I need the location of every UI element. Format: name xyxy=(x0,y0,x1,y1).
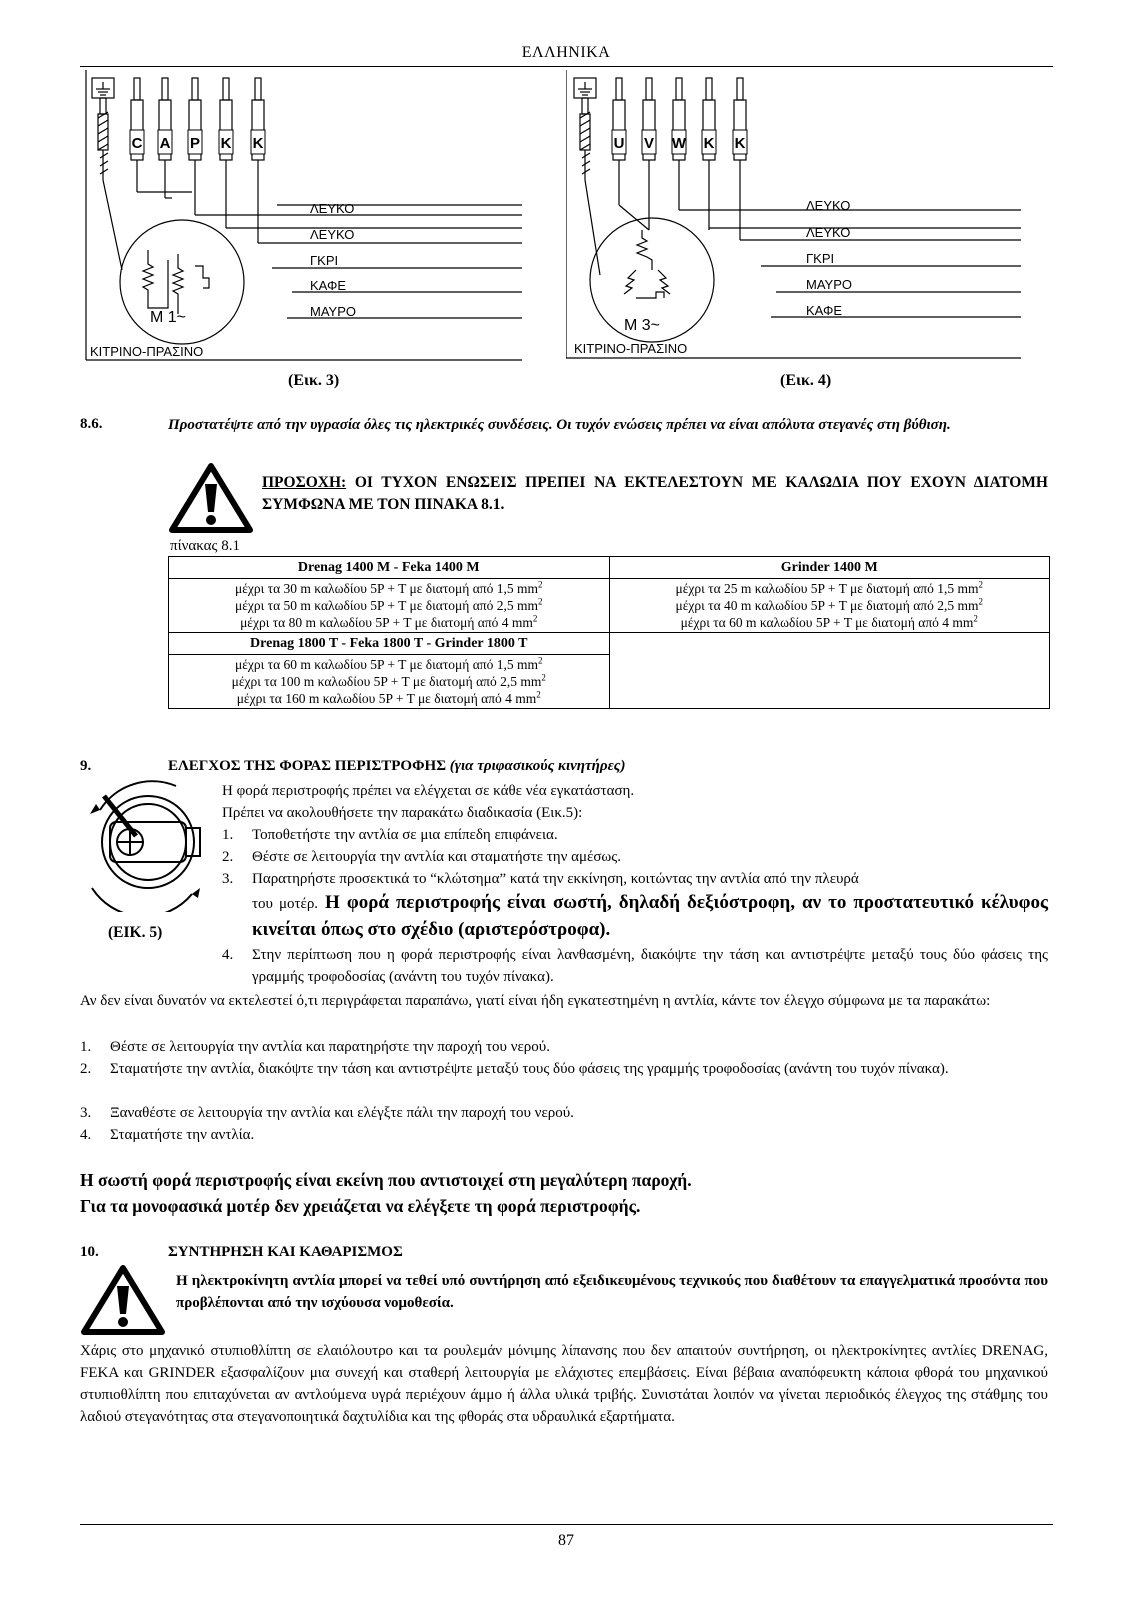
rotation-note: Η σωστή φορά περιστροφής είναι εκείνη που αντιστοιχεί στη μεγαλύτερη παροχή. xyxy=(80,1170,692,1190)
section-10-body: Χάρις στο μηχανικό στυπιοθλίπτη σε ελαιόλουτρο και τα ρουλεμάν μόνιμης λίπανσης που δεν απαιτούν συντήρηση, οι ηλεκτροκίνητες αντλίες DRENAG, FEKA και GRINDER εξασφαλίζουν μια συνεχή και σταθερή λειτουργία με ελάχιστες επεμβάσεις. Είναι βέβαια αναπόφευκτη κάποια φθορά του μηχανικού στυπιοθλίπτη που επιταχύνεται αν αντλούμενα υγρά περιέχουν άμμο ή άλλα υλικά τριβής. Συνιστάται λοιπόν να γίνεται περιοδικός έλεγχος της στάθμης του λαδιού στεγανότητας στα στεγανοποιητικά δαχτυλίδια και της φθοράς στα υδραυλικά εξαρτήματα. xyxy=(80,1343,1048,1425)
wire-label: ΜΑΥΡΟ xyxy=(310,304,356,319)
wire-label: ΓΚΡΙ xyxy=(806,251,835,266)
motor-label: M 3~ xyxy=(624,317,661,334)
rotation-note: Για τα μονοφασικά μοτέρ δεν χρειάζεται να ελέγξετε τη φορά περιστροφής. xyxy=(80,1196,641,1216)
terminal-label: K xyxy=(252,135,264,152)
table-header: Grinder 1400 M xyxy=(609,557,1050,579)
terminal-label: P xyxy=(189,135,201,152)
table-row: μέχρι τα 30 m καλωδίου 5P + T με διατομή από 1,5 $mm^2$ μέχρι τα 50 m καλωδίου 5P + T με διατομή από 2,5 $mm^2$ μέχρι τα 80 m καλωδίου 5P + T με διατομή από 4 $mm^2$ μέχρι τα 25 m καλωδίου 5P + T με διατομή από 1,5 $mm^2$ μέχρι τα 40 m καλωδίου 5P + T με διατομή από 2,5 $mm^2$ μέχρι τα 60 m καλωδίου 5P + T με διατομή από 4 $mm^2$ xyxy=(169,579,1050,633)
figure-4-wiring-diagram xyxy=(566,70,1026,365)
page-header: ΕΛΛΗΝΙΚΑ xyxy=(521,44,611,61)
page-number: 87 xyxy=(558,1532,574,1549)
section-number: 8.6. xyxy=(80,416,103,432)
wire-label: ΛΕΥΚΟ xyxy=(806,225,851,240)
list-item-continuation: του μοτέρ. Η φορά περιστροφής είναι σωστή, δηλαδή δεξιόστροφη, αν το προστατευτικό κέλυφος κινείται όπως στο σχέδιο (αριστερόστροφα). xyxy=(252,892,1048,940)
table-cell: μέχρι τα 50 m καλωδίου 5P + T με διατομή από 2,5 mm xyxy=(235,598,538,613)
warning-icon xyxy=(80,1264,166,1336)
terminal-label: K xyxy=(734,135,746,152)
intro-line: Η φορά περιστροφής πρέπει να ελέγχεται σε κάθε νέα εγκατάσταση. xyxy=(222,783,635,799)
section-9-title: ΕΛΕΓΧΟΣ ΤΗΣ ΦΟΡΑΣ ΠΕΡΙΣΤΡΟΦΗΣ (για τριφασικούς κινητήρες) xyxy=(168,758,626,774)
terminal-label: A xyxy=(159,135,171,152)
figure-3-caption: (Εικ. 3) xyxy=(288,372,340,389)
table-header: Drenag 1400 M - Feka 1400 M xyxy=(169,557,610,579)
terminal-label: U xyxy=(613,135,625,152)
warning-icon xyxy=(168,462,254,534)
table-cell: μέχρι τα 60 m καλωδίου 5P + T με διατομή από 1,5 mm xyxy=(235,657,538,672)
footer-rule xyxy=(80,1524,1053,1525)
table-cell: μέχρι τα 40 m καλωδίου 5P + T με διατομή από 2,5 mm xyxy=(675,598,979,613)
table-cell: μέχρι τα 60 m καλωδίου 5P + T με διατομή από 4 mm xyxy=(680,615,974,630)
terminal-label: C xyxy=(131,135,143,152)
section-10-title: ΣΥΝΤΗΡΗΣΗ ΚΑΙ ΚΑΘΑΡΙΣΜΟΣ xyxy=(168,1244,403,1260)
section-number: 10. xyxy=(80,1244,99,1260)
table-cell: μέχρι τα 80 m καλωδίου 5P + T με διατομή από 4 mm xyxy=(240,615,533,630)
figure-5-rotation-diagram xyxy=(80,776,216,912)
section-number: 9. xyxy=(80,758,92,774)
figure-5-caption: (ΕΙΚ. 5) xyxy=(108,924,163,941)
ground-wire-label: ΚΙΤΡΙΝΟ-ΠΡΑΣΙΝΟ xyxy=(574,341,688,356)
table-cell: μέχρι τα 25 m καλωδίου 5P + T με διατομή από 1,5 mm xyxy=(675,581,979,596)
table-cell: μέχρι τα 100 m καλωδίου 5P + T με διατομή από 2,5 mm xyxy=(231,674,542,689)
wire-label: ΛΕΥΚΟ xyxy=(310,201,355,216)
terminal-label: V xyxy=(643,135,655,152)
wire-label: ΓΚΡΙ xyxy=(310,253,339,268)
intro-line: Πρέπει να ακολουθήσετε την παρακάτω διαδικασία (Εικ.5): xyxy=(222,805,583,821)
section-8-6-text: Προστατέψτε από την υγρασία όλες τις ηλεκτρικές συνδέσεις. Οι τυχόν ενώσεις πρέπει να είναι απόλυτα στεγανές στη βύθιση. xyxy=(168,417,951,433)
header-rule xyxy=(80,66,1053,67)
section-10-warning: Η ηλεκτροκίνητη αντλία μπορεί να τεθεί υπό συντήρηση από εξειδικευμένους τεχνικούς που διαθέτουν τα επαγγελματικά προσόντα που προβλέπονται από την ισχύουσα νομοθεσία. xyxy=(176,1273,1048,1311)
alt-procedure-intro: Αν δεν είναι δυνατόν να εκτελεστεί ό,τι περιγράφεται παραπάνω, γιατί είναι ήδη εγκατεστημένη η αντλία, κάντε τον έλεγχο σύμφωνα με τα παρακάτω: xyxy=(80,993,991,1009)
list-item: 1. Τοποθετήστε την αντλία σε μια επίπεδη επιφάνεια. xyxy=(222,827,558,843)
wire-label: ΚΑΦΕ xyxy=(806,303,843,318)
table-caption: πίνακας 8.1 xyxy=(170,538,240,554)
ground-wire-label: ΚΙΤΡΙΝΟ-ΠΡΑΣΙΝΟ xyxy=(90,344,204,359)
section-8-6-warning xyxy=(262,472,1048,516)
wire-label: ΛΕΥΚΟ xyxy=(806,198,851,213)
wire-label: ΚΑΦΕ xyxy=(310,278,347,293)
wire-label: ΜΑΥΡΟ xyxy=(806,277,852,292)
list-item: 2. Σταματήστε την αντλία, διακόψτε την τάση και αντιστρέψτε μεταξύ τους δύο φάσεις της γραμμής τροφοδοσίας (ανάντη του τυχόν πίνακα). xyxy=(80,1061,949,1077)
terminal-label: K xyxy=(220,135,232,152)
wire-label: ΛΕΥΚΟ xyxy=(310,227,355,242)
figure-3-wiring-diagram xyxy=(82,70,532,370)
list-item: 3. Παρατηρήστε προσεκτικά το “κλώτσημα” κατά την εκκίνηση, κοιτώντας την αντλία από την πλευρά xyxy=(222,871,859,887)
figure-4-caption: (Εικ. 4) xyxy=(780,372,832,389)
table-header: Drenag 1800 T - Feka 1800 T - Grinder 1800 T xyxy=(169,633,610,655)
list-item: 3. Ξαναθέστε σε λειτουργία την αντλία και ελέγξτε πάλι την παροχή του νερού. xyxy=(80,1105,574,1121)
table-cell: μέχρι τα 30 m καλωδίου 5P + T με διατομή από 1,5 mm xyxy=(235,581,538,596)
warning-prefix: ΠΡΟΣΟΧΗ: xyxy=(262,474,347,491)
list-item: 1. Θέστε σε λειτουργία την αντλία και παρατηρήστε την παροχή του νερού. xyxy=(80,1039,550,1055)
motor-label: M 1~ xyxy=(150,309,187,326)
cable-table xyxy=(168,556,1050,709)
table-row: μέχρι τα 60 m καλωδίου 5P + T με διατομή από 1,5 $mm^2$ μέχρι τα 100 m καλωδίου 5P + T με διατομή από 2,5 $mm^2$ μέχρι τα 160 m καλωδίου 5P + T με διατομή από 4 $mm^2$ xyxy=(169,655,1050,709)
list-item: 4. Σταματήστε την αντλία. xyxy=(80,1127,255,1143)
table-empty-cell xyxy=(609,633,1050,709)
terminal-label: K xyxy=(703,135,715,152)
terminal-label: W xyxy=(671,135,687,152)
table-cell: μέχρι τα 160 m καλωδίου 5P + T με διατομή από 4 mm xyxy=(236,691,537,706)
list-item: 4. Στην περίπτωση που η φορά περιστροφής είναι λανθασμένη, διακόψτε την τάση και αντιστρέψτε μεταξύ τους δύο φάσεις της γραμμής τροφοδοσίας (ανάντη του τυχόν πίνακα). xyxy=(222,947,1048,985)
warning-text: ΟΙ ΤΥΧΟΝ ΕΝΩΣΕΙΣ ΠΡΕΠΕΙ ΝΑ ΕΚΤΕΛΕΣΤΟΥΝ ΜΕ ΚΑΛΩΔΙΑ ΠΟΥ ΕΧΟΥΝ ΔΙΑΤΟΜΗ ΣΥΜΦΩΝΑ ΜΕ ΤΟΝ ΠΙΝΑΚΑ 8.1. xyxy=(262,474,1048,513)
list-item: 2. Θέστε σε λειτουργία την αντλία και σταματήστε την αμέσως. xyxy=(222,849,621,865)
